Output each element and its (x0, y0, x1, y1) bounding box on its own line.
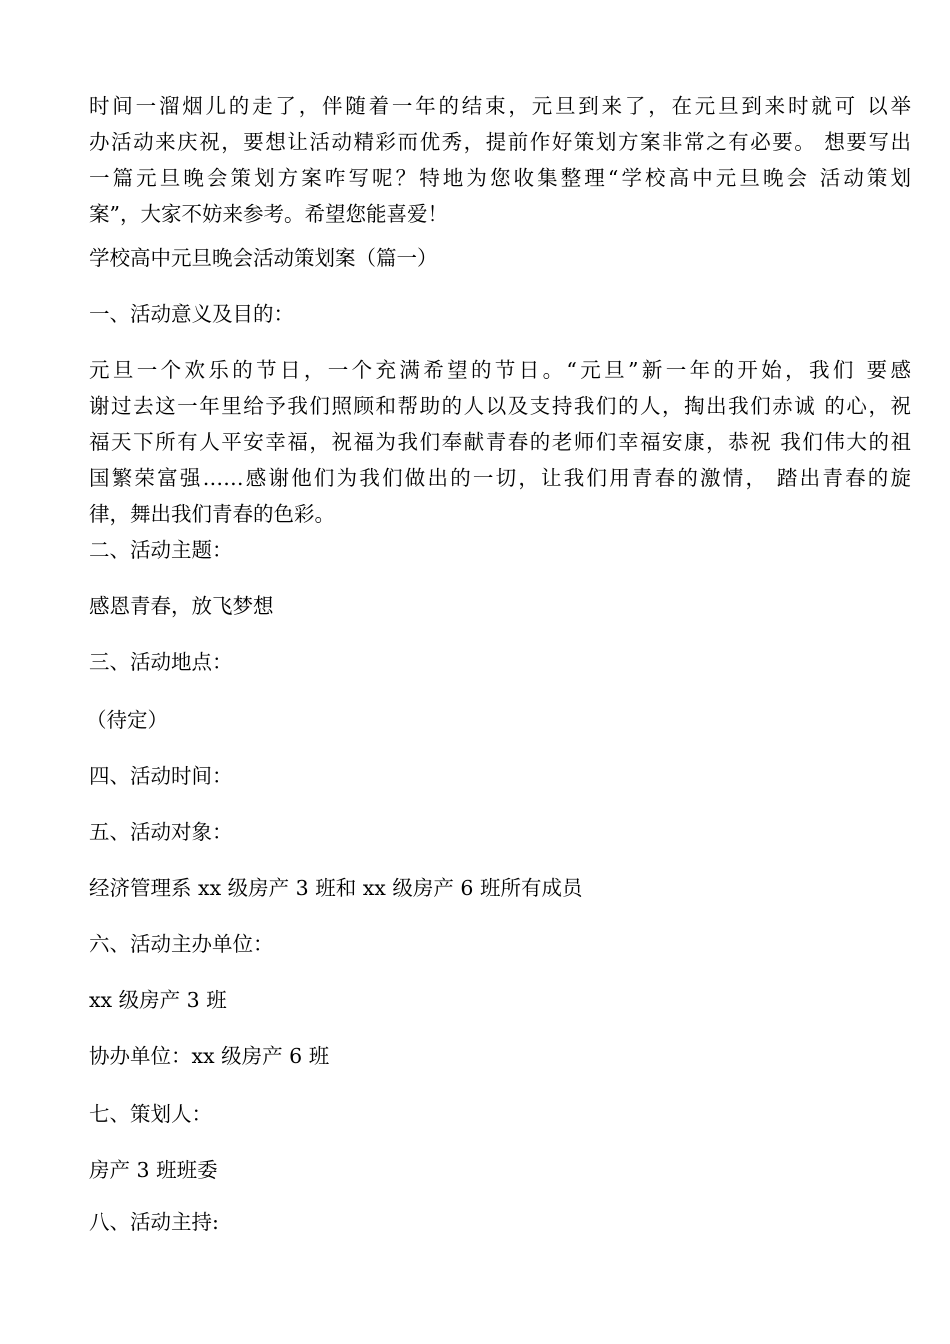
intro-line: 办活动来庆祝，要想让活动精彩而优秀，提前作好策划方案非常之有必要。 想要写出 (89, 130, 911, 154)
meaning-line: 谢过去这一年里给予我们照顾和帮助的人以及支持我们的人，掏出我们赤诚 的心，祝 (89, 394, 911, 418)
heading-organizer: 六、活动主办单位： (89, 932, 274, 956)
intro-line: 案”，大家不妨来参考。希望您能喜爱！ (89, 202, 448, 226)
theme-text: 感恩青春，放飞梦想 (89, 594, 274, 618)
organizer-text: xx 级房产 3 班 (89, 988, 227, 1012)
meaning-line: 国繁荣富强……感谢他们为我们做出的一切，让我们用青春的激情， 踏出青春的旋 (89, 466, 911, 490)
planner-text: 房产 3 班班委 (89, 1158, 218, 1182)
participants-text: 经济管理系 xx 级房产 3 班和 xx 级房产 6 班所有成员 (89, 876, 583, 900)
heading-planner: 七、策划人： (89, 1102, 212, 1126)
intro-line: 时间一溜烟儿的走了，伴随着一年的结束，元旦到来了，在元旦到来时就可 以举 (89, 94, 911, 118)
meaning-paragraph (89, 352, 911, 532)
meaning-line: 福天下所有人平安幸福，祝福为我们奉献青春的老师们幸福安康，恭祝 我们伟大的祖 (89, 430, 911, 454)
intro-line: 一篇元旦晚会策划方案咋写呢？特地为您收集整理“学校高中元旦晚会 活动策划 (89, 166, 911, 190)
co-organizer-text: 协办单位：xx 级房产 6 班 (89, 1044, 330, 1068)
heading-meaning: 一、活动意义及目的： (89, 302, 294, 326)
heading-participants: 五、活动对象： (89, 820, 233, 844)
heading-host: 八、活动主持: (89, 1210, 219, 1234)
heading-time: 四、活动时间： (89, 764, 233, 788)
location-text: （待定） (86, 708, 168, 732)
meaning-line: 律，舞出我们青春的色彩。 (89, 502, 335, 526)
intro-paragraph (89, 88, 911, 232)
meaning-line: 元旦一个欢乐的节日，一个充满希望的节日。“元旦”新一年的开始，我们 要感 (89, 358, 911, 382)
heading-location: 三、活动地点： (89, 650, 233, 674)
heading-theme: 二、活动主题： (89, 538, 233, 562)
section-title: 学校高中元旦晚会活动策划案（篇一） (89, 246, 438, 270)
